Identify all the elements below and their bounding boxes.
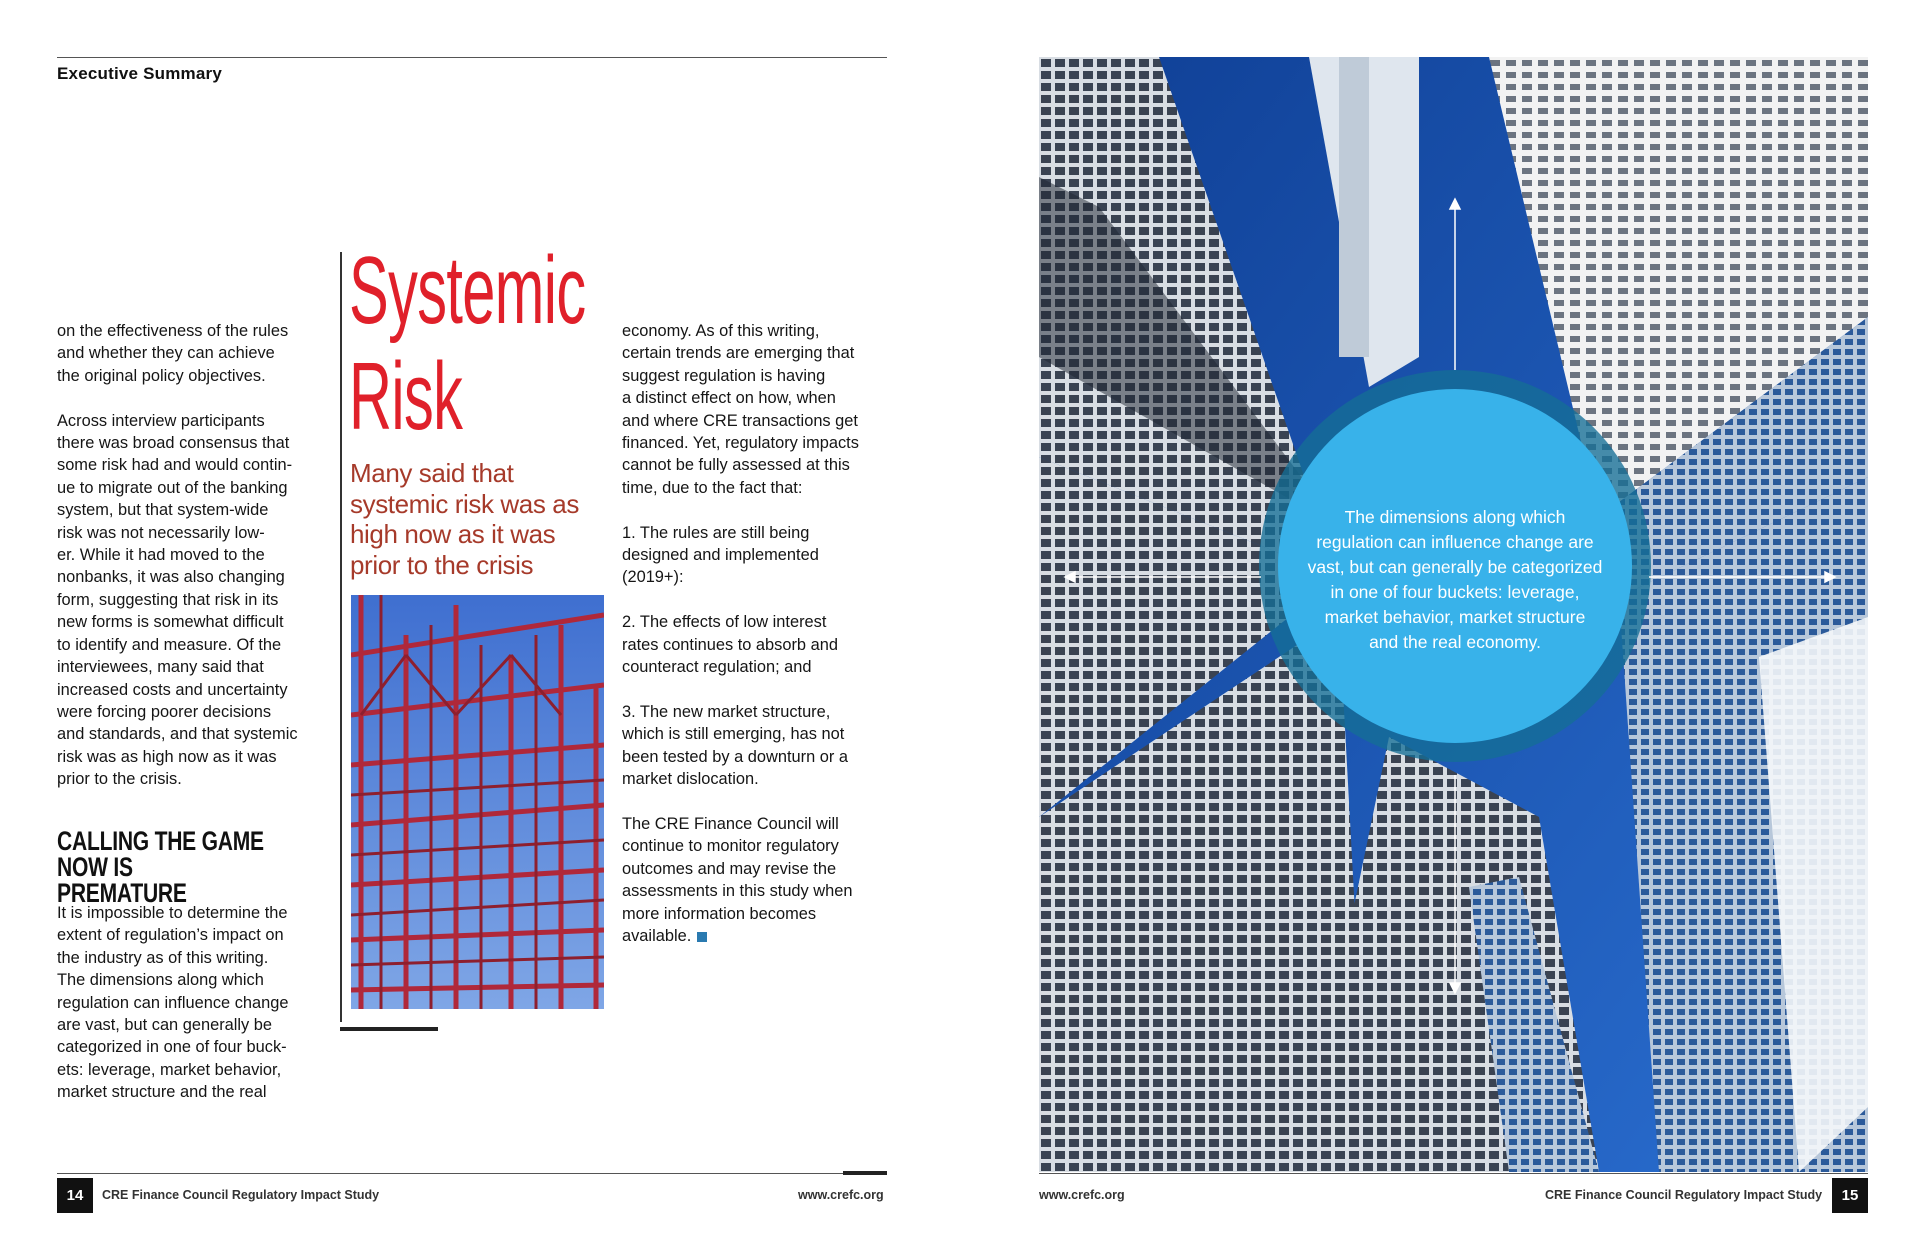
- footer-url-right: www.crefc.org: [1039, 1188, 1125, 1202]
- arrow-up-icon: [1450, 199, 1460, 209]
- body-text-column-1b: It is impossible to determine the extent of regulation’s impact on the industry as of this writing. The dimensions along which regulation can influence change are vast, but can generally be categorized in one of four buck- ets: leverage, market behavior, market structure and the real: [57, 904, 289, 1102]
- footer-title-right: CRE Finance Council Regulatory Impact Study: [1545, 1188, 1823, 1202]
- column-divider-foot: [340, 1027, 438, 1031]
- column-divider: [340, 252, 342, 1022]
- arrow-down-icon: [1450, 983, 1460, 993]
- arrow-right-icon: [1825, 572, 1835, 582]
- footer-rule-accent: [843, 1171, 887, 1175]
- feature-title: Systemic Risk: [349, 237, 586, 450]
- callout-text: The dimensions along which regulation can influence change are vast, but can generally be categorized in one of four buckets: leverage, market behavior, market structure and the real economy.: [1307, 507, 1603, 652]
- body-text-column-3-text: economy. As of this writing, certain trends are emerging that suggest regulation is having a distinct effect on how, when and where CRE transactions get financed. Yet, regulatory impacts cannot be fully assessed at this time, due to the fact that: 1. The rules are still being designed and implemented (2019+): 2. The effects of low interest rates continues to absorb and counteract regulation; and 3. The new market structure, which is still emerging, has not been tested by a downturn or a market dislocation. The CRE Finance Council will continue to monitor regulatory outcomes and may revise the assessments in this study when more information becomes available.: [622, 322, 859, 945]
- body-text-column-1a: on the effectiveness of the rules and whether they can achieve the original policy objectives. Across interview participants there was broad consensus that some risk had and would contin- ue to migrate out of the banking system, but that system-wide risk was not necessarily low- er. While it had moved to the nonbanks, it was also changing form, suggesting that risk in its new forms is somewhat difficult to identify and measure. Of the interviewees, many said that increased costs and uncertainty were forcing poorer decisions and standards, and that systemic risk was as high now as it was prior to the crisis.: [57, 322, 298, 789]
- end-of-article-mark: [697, 932, 707, 942]
- footer-title-left: CRE Finance Council Regulatory Impact Study: [102, 1188, 380, 1202]
- footer-rule-right: [1039, 1173, 1868, 1174]
- header-rule: [57, 57, 887, 58]
- direction-arrows: [1039, 57, 1868, 1172]
- pull-quote: Many said that systemic risk was as high now as it was prior to the crisis: [350, 458, 579, 580]
- page-number-left: 14: [57, 1178, 93, 1213]
- section-title: Executive Summary: [57, 64, 222, 83]
- body-text-column-3: [622, 320, 892, 947]
- footer-url-left: www.crefc.org: [798, 1188, 884, 1202]
- arrow-left-icon: [1065, 572, 1075, 582]
- steel-frame-photo: [351, 595, 604, 1009]
- page-number-right: 15: [1832, 1178, 1868, 1213]
- subheading: CALLING THE GAME NOW IS PREMATURE: [57, 826, 264, 908]
- footer-rule: [57, 1173, 887, 1174]
